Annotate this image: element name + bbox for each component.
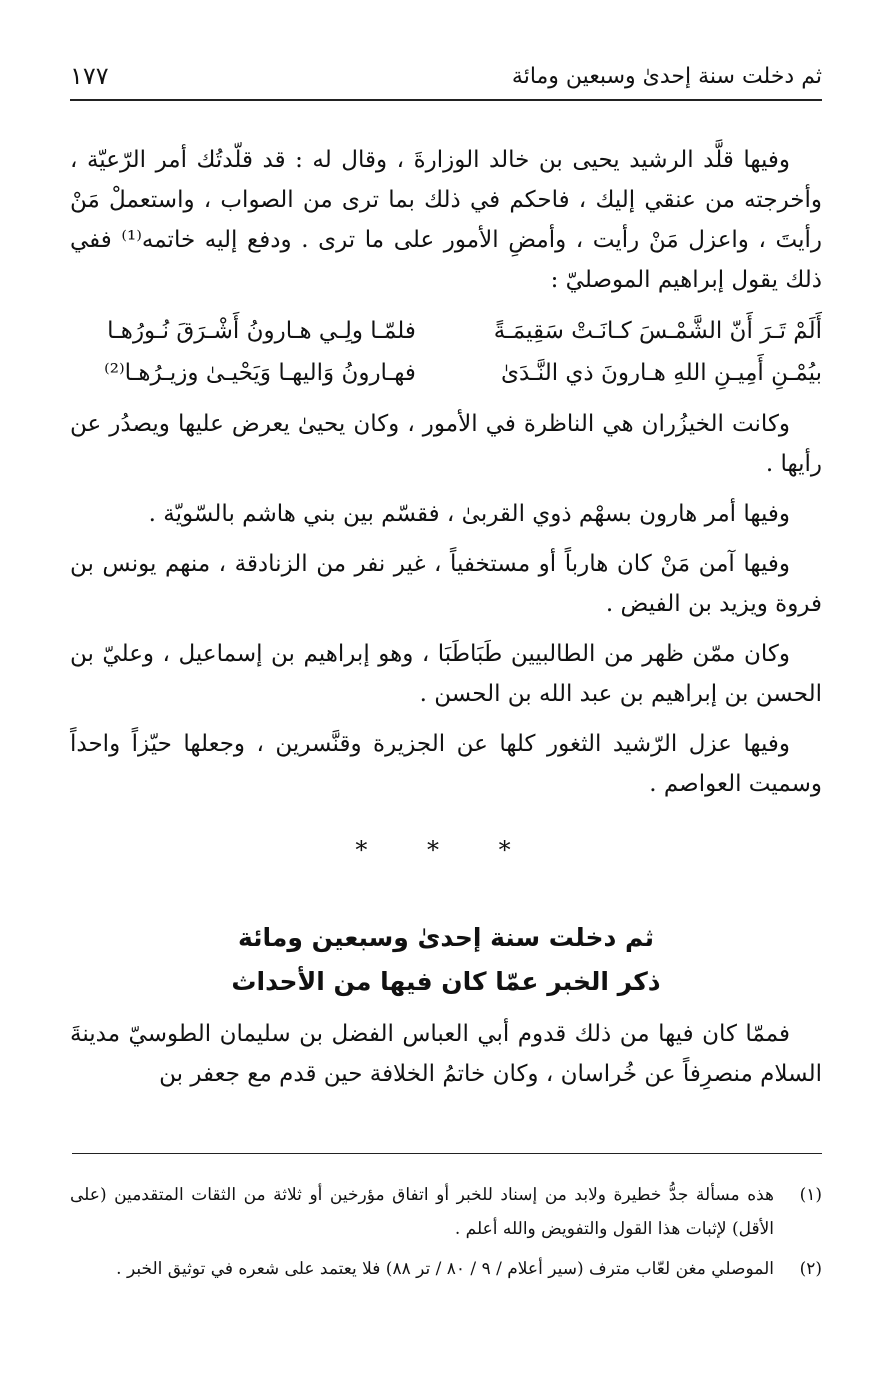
book-page bbox=[70, 0, 822, 1392]
poem-line bbox=[70, 352, 822, 394]
paragraph: وكان ممّن ظهر من الطالبيين طَبَاطَبَا ، وهو إبراهيم بن إسماعيل ، وعليّ بن الحسن بن إبراهيم بن عبد الله بن الحسن . bbox=[70, 641, 822, 707]
footnote-text: هذه مسألة جدُّ خطيرة ولابد من إسناد للخبر أو اتفاق مؤرخين أو ثلاثة من الثقات المتقدمين (على الأقل) لإثبات هذا القول والتفويض والله أعلم . bbox=[70, 1185, 774, 1239]
section-separator: * * * bbox=[355, 836, 537, 864]
paragraph: فممّا كان فيها من ذلك قدوم أبي العباس الفضل بن سليمان الطوسيّ مدينةَ السلام منصرِفاً عن خُراسان ، وكان خاتمُ الخلافة حين قدم مع جعفر بن bbox=[70, 1021, 822, 1087]
paragraph: وفيها قلَّد الرشيد يحيى بن خالد الوزارةَ ، وقال له : قد قلّدتُك أمر الرّعيّة ، وأخرجته من عنقي إليك ، فاحكم في ذلك بما ترى من الصواب ، واستعملْ مَنْ رأيتَ ، واعزل مَنْ رأيت ، وأمضِ الأمور على ما ترى . ودفع إليه خاتمه⁽¹⁾ ففي ذلك يقول إبراهيم الموصليّ : bbox=[70, 147, 823, 293]
poem-hemistich-first: أَلَمْ تَـرَ أَنّ الشَّمْـسَ كـانَـتْ سَقِيمَـةً bbox=[493, 318, 822, 344]
page-number: ١٧٧ bbox=[70, 62, 109, 90]
poem-hemistich-first: بيُمْـنِ أَمِيـنِ اللهِ هـارونَ ذي النَّـدَىٰ bbox=[500, 360, 822, 386]
header-rule bbox=[70, 99, 822, 101]
footnote-number: (١) bbox=[799, 1185, 822, 1205]
footnote bbox=[70, 1178, 822, 1246]
section-heading: ثم دخلت سنة إحدىٰ وسبعين ومائة bbox=[237, 923, 654, 952]
footnote bbox=[70, 1252, 822, 1286]
running-header bbox=[70, 58, 822, 98]
paragraph: وكانت الخيزُران هي الناظرة في الأمور ، وكان يحيىٰ يعرض عليها ويصدُر عن رأيها . bbox=[70, 411, 822, 477]
footnote-text: الموصلي مغن لعّاب مترف (سير أعلام / ٩ / ٨٠ / تر ٨٨) فلا يعتمد على شعره في توثيق الخبر . bbox=[116, 1259, 774, 1279]
poem-hemistich-second: فهـارونُ وَاليهـا وَيَحْيـىٰ وزيـرُهـا⁽²⁾ bbox=[104, 360, 416, 386]
body-text bbox=[70, 140, 822, 1104]
poem-hemistich-second: فلمّـا ولِـي هـارونُ أَشْـرَقَ نُـورُهـا bbox=[107, 318, 416, 344]
footnote-rule bbox=[72, 1153, 822, 1154]
footnotes bbox=[70, 1178, 822, 1292]
paragraph: وفيها آمن مَنْ كان هارباً أو مستخفياً ، غير نفر من الزنادقة ، منهم يونس بن فروة ويزيد بن الفيض . bbox=[70, 551, 822, 617]
poem-line bbox=[70, 310, 822, 352]
running-header-title: ثم دخلت سنة إحدىٰ وسبعين ومائة bbox=[511, 64, 822, 89]
footnote-number: (٢) bbox=[799, 1259, 822, 1279]
section-subheading: ذكر الخبر عمّا كان فيها من الأحداث bbox=[231, 967, 661, 996]
paragraph: وفيها أمر هارون بسهْم ذوي القربىٰ ، فقسّم بين بني هاشم بالسّويّة . bbox=[148, 501, 790, 527]
poem bbox=[70, 310, 822, 394]
paragraph: وفيها عزل الرّشيد الثغور كلها عن الجزيرة وقنَّسرين ، وجعلها حيّزاً واحداً وسميت العواصم . bbox=[70, 731, 822, 797]
